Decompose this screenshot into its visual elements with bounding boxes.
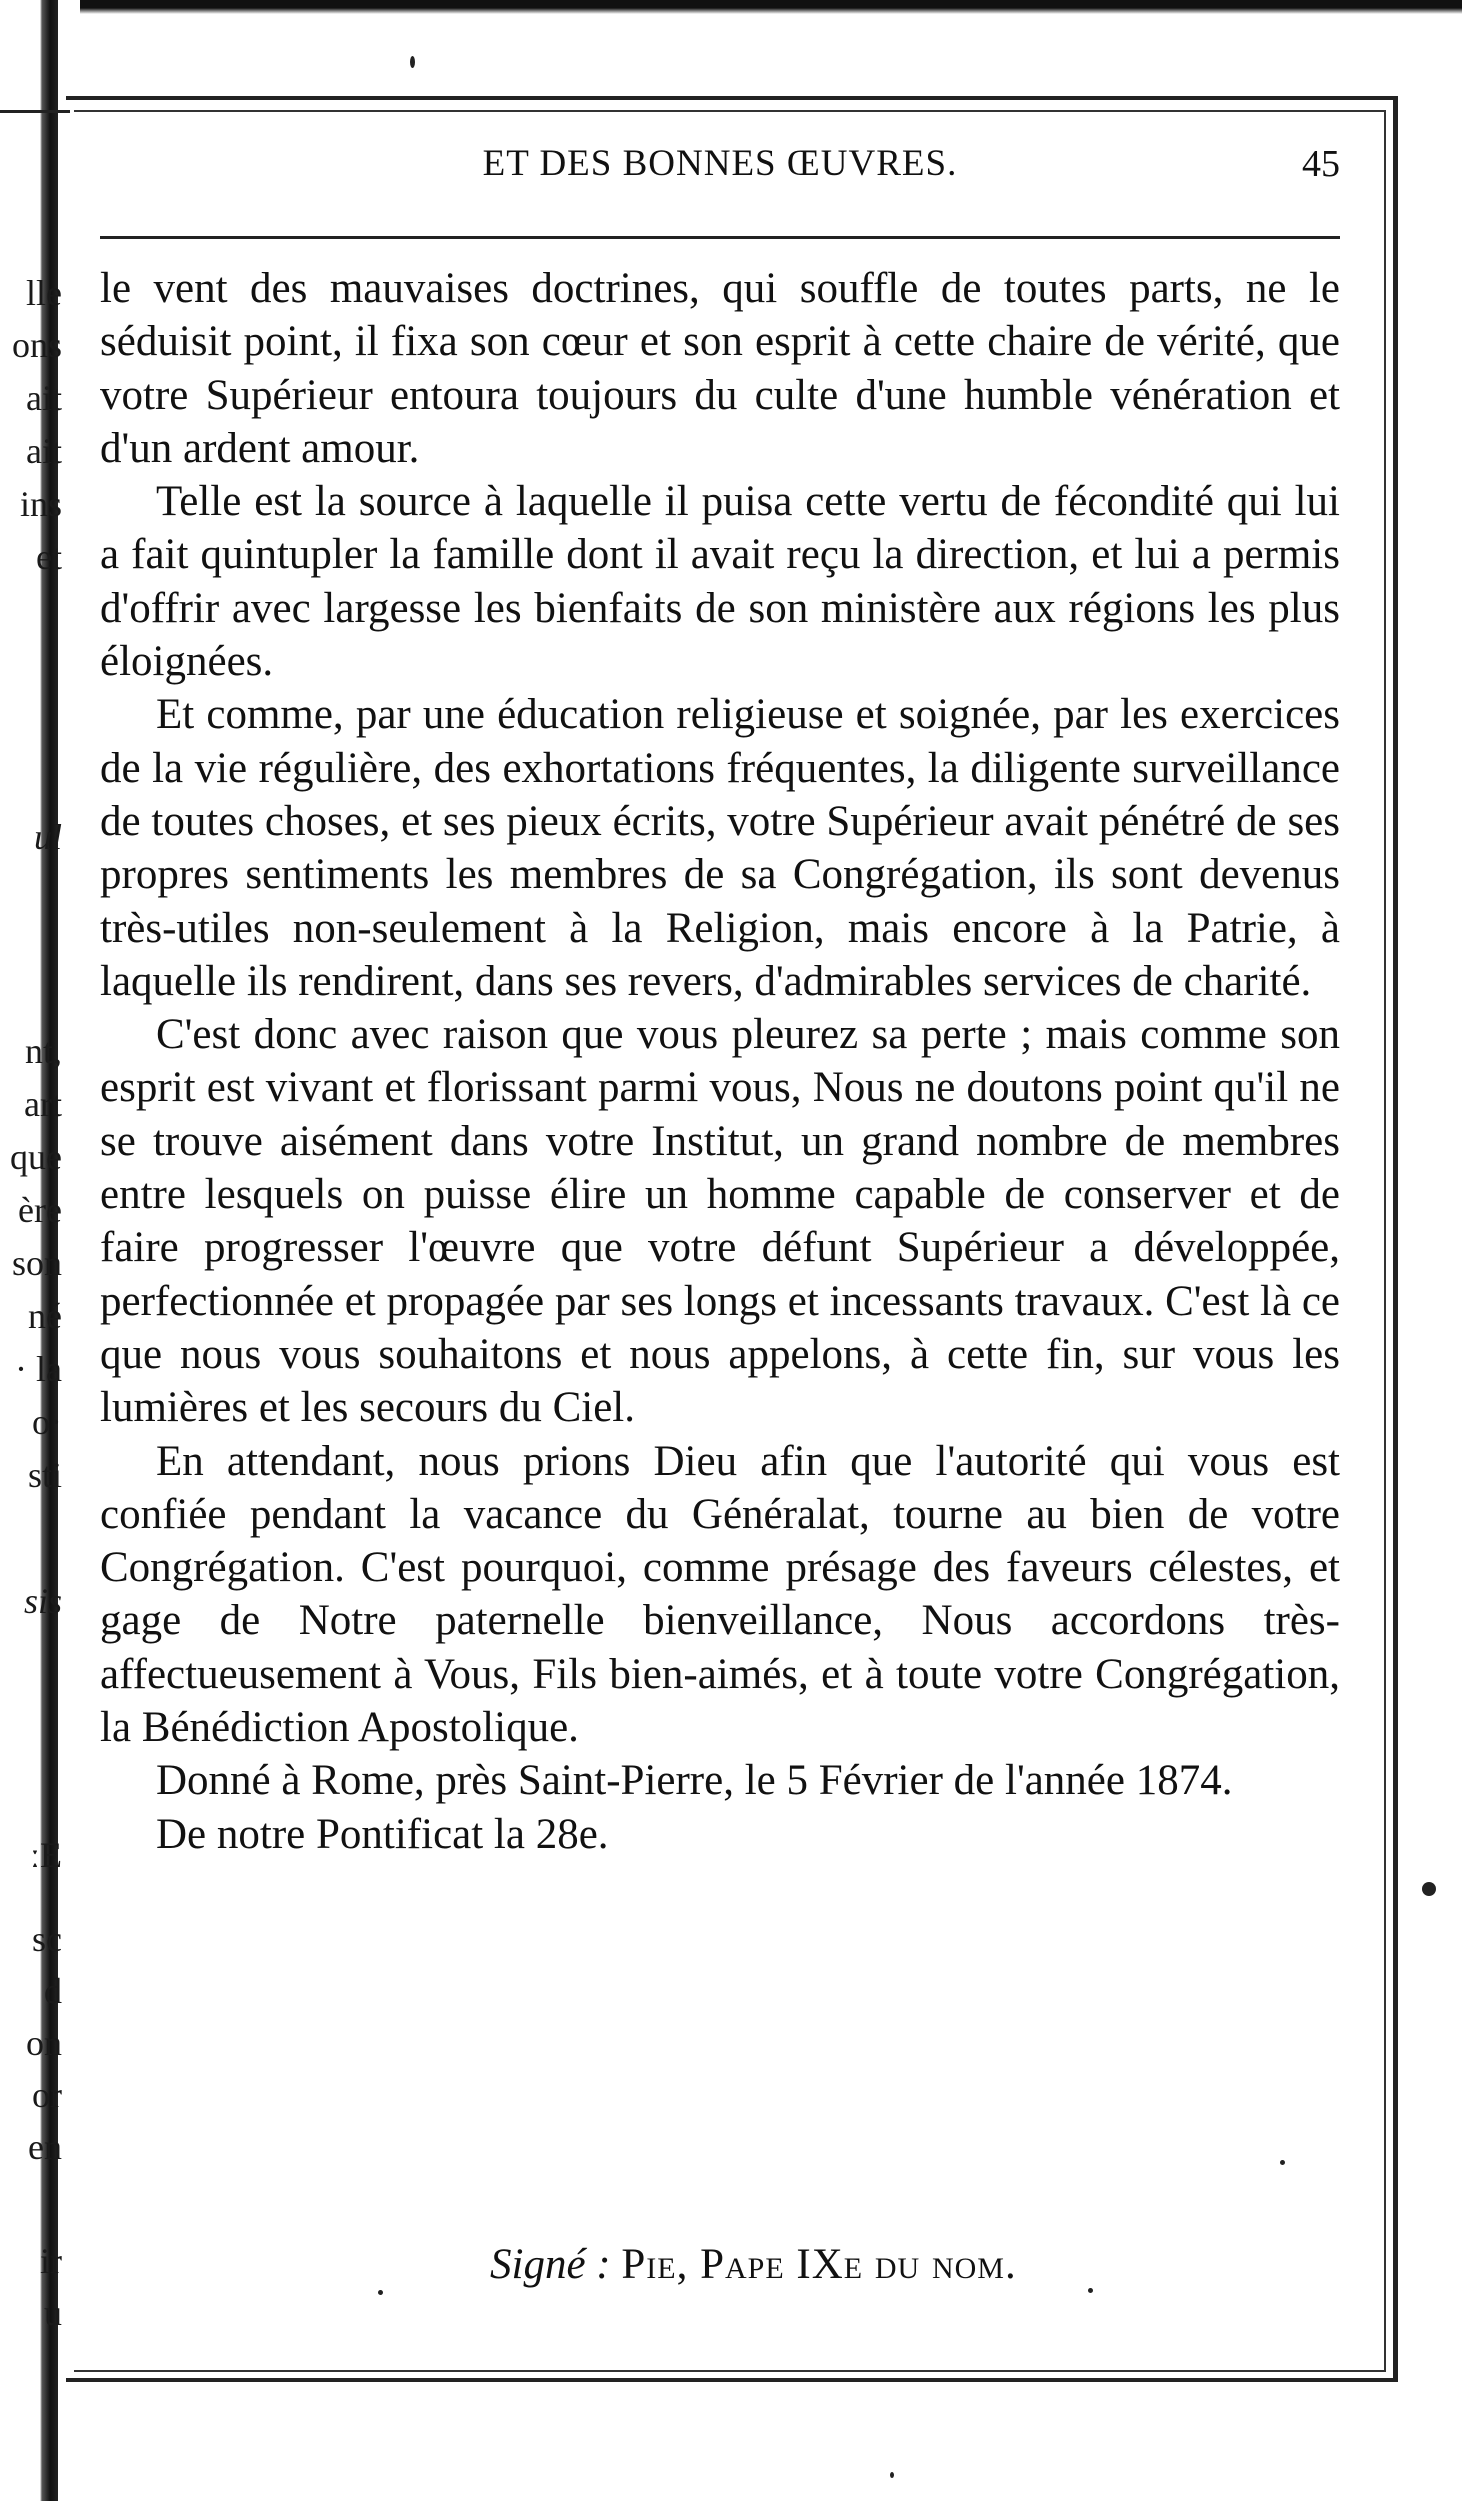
signature [490, 2240, 1290, 2289]
previous-page-fragment: ul [33, 817, 62, 857]
dateline: Donné à Rome, près Saint-Pierre, le 5 Février de l'année 1874. [156, 1757, 1233, 1805]
page-number: 45 [1302, 143, 1340, 185]
signature-label: Signé : [490, 2241, 611, 2288]
previous-page-fragment: sti [27, 1455, 62, 1495]
previous-page-fragment: né [28, 1296, 62, 1336]
letter-body [100, 262, 1340, 1861]
top-edge-rule [80, 0, 1462, 14]
ink-speck [1088, 2288, 1093, 2293]
previous-page-fragment: nt, [24, 1031, 62, 1071]
previous-page-fragment: que [10, 1137, 62, 1177]
ink-speck [1280, 2160, 1285, 2165]
paragraph: Telle est la source à laquelle il puisa cette vertu de fécondité qui lui a fait quintupler la famille dont il avait reçu la direction, et lui a permis d'offrir avec largesse les bienfaits de son ministère aux régions les plus éloignées. [100, 478, 1340, 686]
paragraph: Et comme, par une éducation religieuse et soignée, par les exercices de la vie régulière, des exhortations fréquentes, la diligente surveillance de toutes choses, et ses pieux écrits, votre Supérieur avait pénétré de ses propres sentiments les membres de sa Congrégation, ils sont devenus très-utiles non-seulement à la Religion, mais encore à la Patrie, à laquelle ils rendirent, dans ses revers, d'admirables services de charité. [100, 691, 1340, 1005]
previous-page-edge [0, 0, 72, 2501]
previous-page-fragment: · la [15, 1349, 62, 1389]
previous-page-fragment: lle [26, 273, 62, 313]
previous-page-fragment: son [11, 1243, 62, 1283]
paragraph: le vent des mauvaises doctrines, qui souffle de toutes parts, ne le séduisit point, il fixa son cœur et son esprit à cette chaire de vérité, que votre Supérieur entoura toujours du culte d'une humble vénération et d'un ardent amour. [100, 265, 1340, 472]
ink-speck [378, 2290, 383, 2295]
previous-page-fragment: sis [23, 1581, 62, 1621]
paragraph: En attendant, nous prions Dieu afin que l'autorité qui vous est confiée pendant la vacance du Généralat, tourne au bien de votre Congrégation. C'est pourquoi, comme présage des faveurs célestes, et gage de Notre paternelle bienveillance, Nous accordons très-affectueusement à Vous, Fils bien-aimés, et à toute votre Congrégation, la Bénédiction Apostolique. [100, 1437, 1340, 1752]
previous-page-fragment: sc [32, 1919, 62, 1959]
header-rule [100, 236, 1340, 239]
paragraph: C'est donc avec raison que vous pleurez sa perte ; mais comme son esprit est vivant et florissant parmi vous, Nous ne doutons point qu'il ne se trouve aisément dans votre Institut, un grand nombre de membres entre lesquels on puisse élire un homme capable de conserver et de faire progresser l'œuvre que votre défunt Supérieur a développée, perfectionnée et propagée par ses longs et incessants travaux. C'est là ce que nous vous souhaitons et nous appelons, à cette fin, sur vous les lumières et les secours du Ciel. [100, 1011, 1340, 1432]
previous-page-fragment: on [26, 2023, 62, 2063]
previous-page-rule [0, 110, 70, 113]
signature-name: Pie, Pape IXe du nom. [621, 2241, 1017, 2288]
previous-page-fragment: or [32, 2075, 62, 2115]
previous-page-fragment: ait [26, 431, 62, 471]
previous-page-fragment: en [28, 2127, 62, 2167]
previous-page-fragment: et [36, 537, 62, 577]
previous-page-fragment: ins [19, 484, 62, 524]
previous-page-fragment: ère [18, 1190, 62, 1230]
previous-page-fragment: ir [40, 2241, 62, 2281]
previous-page-fragment: o· [32, 1402, 62, 1442]
previous-page-fragment: ait [26, 378, 62, 418]
page-header [100, 142, 1340, 202]
previous-page-fragment: ːE [30, 1835, 62, 1875]
ink-speck [410, 56, 415, 68]
running-title: ET DES BONNES ŒUVRES. [482, 143, 958, 184]
pontificate-year: De notre Pontificat la 28e. [156, 1810, 609, 1858]
ink-speck [890, 2472, 894, 2478]
previous-page-fragment: d [44, 1971, 62, 2011]
ink-speck [1422, 1882, 1436, 1896]
previous-page-fragment: art [24, 1084, 62, 1124]
previous-page-fragment: ons [11, 325, 62, 365]
previous-page-fragment: u [44, 2293, 62, 2333]
